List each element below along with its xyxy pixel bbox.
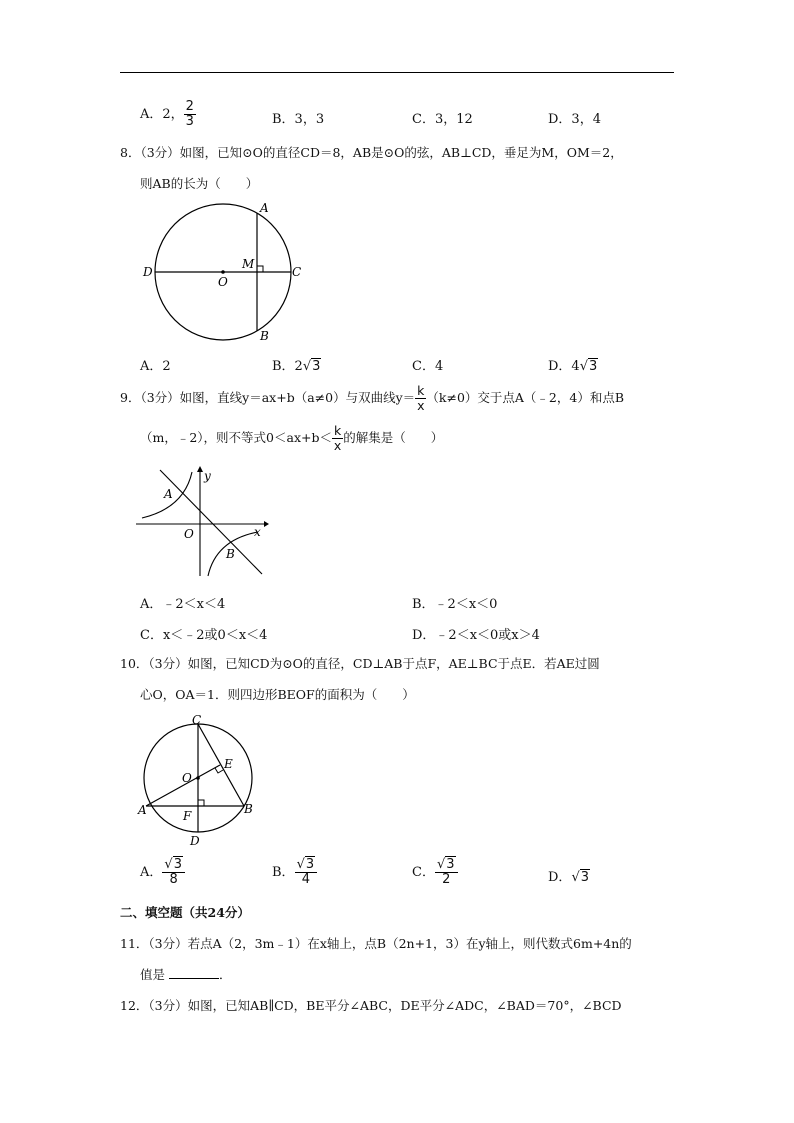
q10-option-d[interactable]: D．√3	[548, 870, 590, 885]
q8-option-a[interactable]: A．2	[140, 359, 171, 374]
q10-label-o: O	[182, 771, 192, 785]
q10-option-b[interactable]: B． $\frac{√3}{4}$	[272, 858, 317, 887]
q8-sqrt-d: √3	[579, 359, 598, 374]
q10-stem-line1: 10．（3分）如图，已知CD为⊙O的直径，CD⊥AB于点F，AE⊥BC于点E．若AE过圆	[120, 656, 600, 671]
q10-label-a: A	[138, 803, 147, 817]
q7-option-d[interactable]: D．3，4	[548, 112, 601, 127]
q8-label-b: B	[260, 329, 269, 343]
q10-label-d: D	[190, 834, 200, 848]
q9-stem-line1: 9．（3分）如图，直线y＝ax+b（a≠0）与双曲线y＝ $\frac{k}{x}$ （k≠0）交于点A（﹣2，4）和点B	[120, 383, 625, 413]
q10-fraction-c: $\frac{√3}{2}$	[435, 858, 458, 887]
q9-label-o: O	[184, 527, 194, 541]
q8-label-d: D	[143, 265, 153, 279]
q10-center-dot	[196, 776, 200, 780]
q8-stem-line1: 8．（3分）如图，已知⊙O的直径CD＝8，AB是⊙O的弦，AB⊥CD，垂足为M，OM＝2，	[120, 145, 623, 160]
q9-fraction-1: $\frac{k}{x}$	[417, 383, 425, 413]
q10-option-a[interactable]: A． $\frac{√3}{8}$	[140, 858, 185, 887]
q9-stem-line2: （m，﹣2），则不等式0＜ax+b＜ $\frac{k}{x}$ 的解集是（ ）	[140, 423, 444, 453]
q9-x-arrow	[264, 521, 269, 527]
q8-label-m: M	[242, 257, 255, 271]
q10-right-angle-f	[198, 800, 204, 806]
q8-label-a: A	[260, 201, 269, 215]
q8-sqrt-b: √3	[302, 359, 321, 374]
q7-option-a[interactable]: A．2， $\frac{2}{3}$	[140, 99, 194, 129]
q9-label-a: A	[164, 487, 173, 501]
q9-option-c[interactable]: C．x＜﹣2或0＜x＜4	[140, 628, 268, 643]
q8-circle-figure	[138, 198, 308, 346]
q10-fraction-b: $\frac{√3}{4}$	[295, 858, 318, 887]
q9-option-a[interactable]: A．﹣2＜x＜4	[140, 597, 226, 612]
q9-fraction-2: $\frac{k}{x}$	[333, 423, 342, 453]
q10-option-c[interactable]: C． $\frac{√3}{2}$	[412, 858, 458, 887]
q10-sqrt-d: √3	[571, 870, 590, 885]
q8-stem-line2: 则AB的长为（ ）	[140, 176, 259, 191]
q7-option-b[interactable]: B．3，3	[272, 112, 325, 127]
q11-stem-line2: 值是 ．	[140, 967, 232, 982]
top-rule	[120, 72, 674, 73]
q7-fraction: $\frac{2}{3}$	[185, 99, 194, 129]
q8-label-o: O	[218, 275, 228, 289]
q10-label-e: E	[224, 757, 233, 771]
q8-option-d[interactable]: D．4√3	[548, 359, 598, 374]
q9-option-d[interactable]: D．﹣2＜x＜0或x＞4	[412, 628, 540, 643]
q8-label-c: C	[292, 265, 302, 279]
q8-option-b[interactable]: B．2√3	[272, 359, 321, 374]
q9-label-x: x	[254, 525, 261, 539]
q9-y-arrow	[197, 466, 203, 472]
section-heading-fill-in: 二、填空题（共24分）	[120, 905, 250, 920]
q10-label-f: F	[183, 809, 192, 823]
q10-fraction-a: $\frac{√3}{8}$	[162, 858, 185, 887]
q11-answer-blank[interactable]	[169, 966, 219, 979]
q10-label-c: C	[192, 714, 202, 727]
q10-label-b: B	[244, 802, 253, 816]
q9-line	[160, 470, 262, 574]
q9-label-y: y	[204, 469, 211, 483]
q10-stem-line2: 心O，OA＝1．则四边形BEOF的面积为（ ）	[140, 687, 415, 702]
q8-center-dot	[221, 270, 225, 274]
q10-right-angle-e	[215, 768, 223, 773]
q9-graph-figure	[136, 464, 270, 582]
q10-segment-cb	[198, 724, 244, 806]
q10-circle-figure	[136, 714, 266, 852]
q12-stem-line1: 12．（3分）如图，已知AB∥CD，BE平分∠ABC，DE平分∠ADC，∠BAD＝70°，∠BCD	[120, 998, 622, 1013]
q9-option-b[interactable]: B．﹣2＜x＜0	[412, 597, 498, 612]
q8-option-c[interactable]: C．4	[412, 359, 444, 374]
q9-label-b: B	[226, 547, 235, 561]
q11-stem-line1: 11．（3分）若点A（2，3m﹣1）在x轴上，点B（2n+1，3）在y轴上，则代数式6m+4n的	[120, 936, 632, 951]
q7-option-c[interactable]: C．3，12	[412, 112, 473, 127]
q8-right-angle-mark	[257, 266, 263, 272]
